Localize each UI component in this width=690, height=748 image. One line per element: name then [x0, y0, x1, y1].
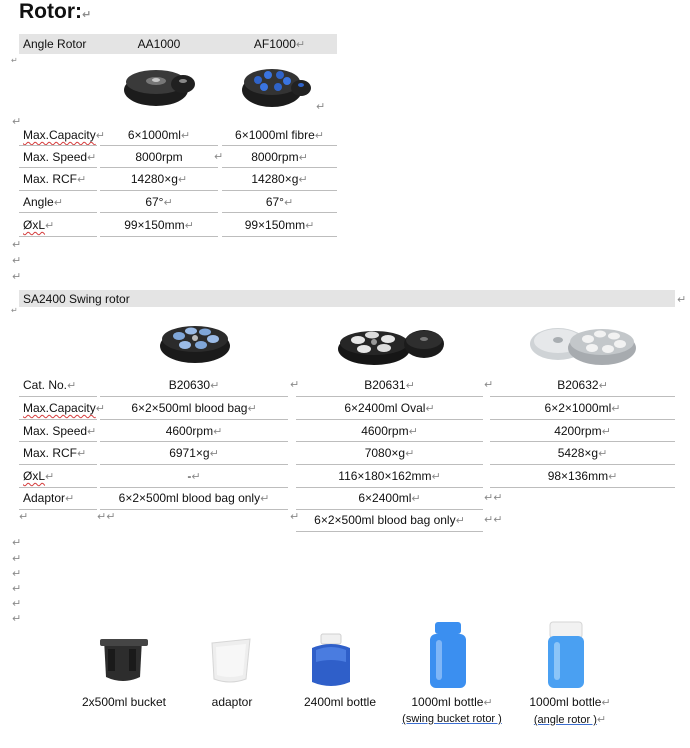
- return-arrow-icon: ↵: [209, 447, 219, 460]
- return-arrow-icon: ↵: [12, 567, 22, 580]
- swing-row-b20631-capacity: 6×2400ml Oval: [344, 401, 426, 415]
- return-arrow-icon: ↵: [12, 552, 22, 565]
- swing-rotor-b20632-picture: [528, 318, 638, 368]
- return-arrow-icon: ↵: [81, 8, 92, 21]
- return-arrow-icon: ↵: [601, 696, 611, 709]
- return-arrow-icon: ↵↵: [484, 491, 503, 504]
- angle-row-aa-capacity: 6×1000ml: [127, 128, 181, 142]
- accessory-label-adaptor: adaptor: [211, 695, 253, 709]
- angle-row-label-size: ØxL: [23, 218, 46, 232]
- swing-row-b20630-size: -: [187, 469, 192, 483]
- return-arrow-icon: ↵: [53, 196, 63, 209]
- return-arrow-icon: ↵: [411, 492, 421, 505]
- return-arrow-icon: ↵: [425, 402, 435, 415]
- return-arrow-icon: ↵: [210, 379, 220, 392]
- return-arrow-icon: ↵↵: [97, 510, 116, 523]
- return-arrow-icon: ↵: [608, 470, 618, 483]
- angle-row-aa-rcf: 14280×g: [130, 172, 178, 186]
- swing-row-label-capacity: Max.Capacity: [23, 401, 96, 415]
- return-arrow-icon: ↵: [12, 612, 22, 625]
- return-arrow-icon: ↵: [298, 173, 308, 186]
- return-arrow-icon: ↵: [11, 306, 18, 315]
- angle-row-label-speed: Max. Speed: [23, 150, 88, 164]
- return-arrow-icon: ↵: [163, 196, 173, 209]
- angle-row-aa-size: 99×150mm: [124, 218, 185, 232]
- angle-row-af-capacity: 6×1000ml fibre: [235, 128, 315, 142]
- swing-row-b20632-size: 98×136mm: [547, 469, 609, 483]
- return-arrow-icon: ↵: [405, 379, 415, 392]
- swing-row-b20631-rcf: 7080×g: [364, 446, 406, 460]
- return-arrow-icon: ↵: [601, 425, 611, 438]
- return-arrow-icon: ↵: [431, 470, 441, 483]
- return-arrow-icon: ↵: [12, 536, 22, 549]
- swing-row-b20632-speed: 4200rpm: [554, 424, 602, 438]
- return-arrow-icon: ↵: [260, 492, 270, 505]
- swing-row-b20632-rcf: 5428×g: [557, 446, 599, 460]
- angle-rotor-af1000-picture: [240, 58, 320, 110]
- return-arrow-icon: ↵: [12, 597, 22, 610]
- angle-row-aa-speed: 8000rpm: [135, 150, 183, 164]
- return-arrow-icon: ↵↵: [484, 513, 503, 526]
- return-arrow-icon: ↵: [405, 447, 415, 460]
- angle-table-header-af1000: AF1000: [253, 37, 296, 51]
- return-arrow-icon: ↵: [19, 510, 29, 523]
- return-arrow-icon: ↵: [290, 510, 300, 523]
- angle-rotor-aa1000-picture: [120, 60, 200, 110]
- angle-row-af-angle: 67°: [265, 195, 284, 209]
- angle-row-af-speed: 8000rpm: [251, 150, 299, 164]
- return-arrow-icon: ↵: [11, 56, 18, 65]
- return-arrow-icon: ↵: [191, 470, 201, 483]
- return-arrow-icon: ↵: [12, 254, 22, 267]
- accessory-label-bottle-1000-angle: 1000ml bottle: [529, 695, 602, 709]
- adaptor-picture: [206, 633, 256, 689]
- bottle-1000-angle-picture: [544, 620, 588, 692]
- swing-row-b20632-catno: B20632: [557, 378, 599, 392]
- return-arrow-icon: ↵: [45, 470, 55, 483]
- swing-row-b20630-speed: 4600rpm: [165, 424, 214, 438]
- swing-row-b20631-size: 116×180×162mm: [338, 469, 432, 483]
- swing-row-b20631-catno: B20631: [364, 378, 406, 392]
- swing-row-b20630-catno: B20630: [168, 378, 211, 392]
- swing-row-label-catno: Cat. No.: [23, 378, 68, 392]
- return-arrow-icon: ↵: [483, 696, 493, 709]
- return-arrow-icon: ↵: [77, 447, 87, 460]
- swing-row-b20632-capacity: 6×2×1000ml: [544, 401, 612, 415]
- return-arrow-icon: ↵: [87, 425, 97, 438]
- angle-row-aa-angle: 67°: [145, 195, 164, 209]
- page-title: Rotor:↵: [19, 0, 92, 23]
- return-arrow-icon: ↵: [12, 582, 22, 595]
- swing-row-label-rcf: Max. RCF: [23, 446, 77, 460]
- return-arrow-icon: ↵: [596, 713, 607, 726]
- return-arrow-icon: ↵: [12, 238, 22, 251]
- accessory-label-bottle-2400: 2400ml bottle: [303, 695, 377, 709]
- return-arrow-icon: ↵: [295, 38, 306, 51]
- swing-row-label-speed: Max. Speed: [23, 424, 88, 438]
- bucket-picture: [96, 633, 152, 689]
- return-arrow-icon: ↵: [67, 379, 77, 392]
- return-arrow-icon: ↵: [77, 173, 87, 186]
- return-arrow-icon: ↵: [95, 402, 105, 415]
- angle-row-af-rcf: 14280×g: [251, 172, 299, 186]
- return-arrow-icon: ↵: [247, 402, 257, 415]
- angle-table-header-aa1000: AA1000: [137, 37, 181, 51]
- return-arrow-icon: ↵: [290, 378, 300, 391]
- swing-row-b20631-adaptor-extra: 6×2×500ml blood bag only: [314, 513, 456, 527]
- return-arrow-icon: ↵: [484, 378, 494, 391]
- accessory-label-bucket: 2x500ml bucket: [81, 695, 167, 709]
- return-arrow-icon: ↵: [316, 100, 326, 113]
- return-arrow-icon: ↵: [314, 129, 324, 142]
- swing-row-b20631-speed: 4600rpm: [361, 424, 409, 438]
- angle-row-label-rcf: Max. RCF: [23, 172, 77, 186]
- swing-rotor-b20630-picture: [158, 318, 232, 366]
- angle-table-header-label: Angle Rotor: [23, 37, 87, 51]
- accessory-sub-bottle-1000-angle: (angle rotor ): [533, 714, 597, 726]
- return-arrow-icon: ↵: [611, 402, 621, 415]
- swing-rotor-b20631-picture: [336, 322, 446, 368]
- return-arrow-icon: ↵: [180, 129, 191, 142]
- accessory-sub-bottle-1000-swing: (swing bucket rotor ): [402, 713, 502, 725]
- swing-row-label-size: ØxL: [23, 469, 46, 483]
- return-arrow-icon: ↵: [12, 115, 22, 128]
- return-arrow-icon: ↵: [598, 379, 608, 392]
- return-arrow-icon: ↵: [184, 219, 194, 232]
- return-arrow-icon: ↵: [283, 196, 294, 209]
- return-arrow-icon: ↵: [213, 425, 223, 438]
- angle-row-af-size: 99×150mm: [244, 218, 306, 232]
- return-arrow-icon: ↵: [45, 219, 55, 232]
- return-arrow-icon: ↵: [298, 151, 308, 164]
- return-arrow-icon: ↵: [677, 293, 687, 306]
- return-arrow-icon: ↵: [598, 447, 608, 460]
- return-arrow-icon: ↵: [305, 219, 315, 232]
- bottle-2400-picture: [306, 632, 356, 692]
- bottle-1000-swing-picture: [426, 620, 470, 692]
- angle-row-label-capacity: Max.Capacity: [23, 128, 96, 142]
- return-arrow-icon: ↵: [95, 129, 105, 142]
- return-arrow-icon: ↵: [177, 173, 188, 186]
- swing-row-b20630-adaptor: 6×2×500ml blood bag only: [118, 491, 261, 505]
- swing-row-label-adaptor: Adaptor: [23, 491, 66, 505]
- return-arrow-icon: ↵: [214, 150, 224, 163]
- angle-row-label-angle: Angle: [23, 195, 54, 209]
- return-arrow-icon: ↵: [408, 425, 418, 438]
- return-arrow-icon: ↵: [87, 151, 97, 164]
- swing-row-b20630-capacity: 6×2×500ml blood bag: [131, 401, 248, 415]
- swing-row-b20630-rcf: 6971×g: [169, 446, 210, 460]
- return-arrow-icon: ↵: [455, 514, 465, 527]
- swing-table-header-label: SA2400 Swing rotor: [23, 292, 130, 306]
- return-arrow-icon: ↵: [65, 492, 75, 505]
- swing-row-b20631-adaptor: 6×2400ml: [358, 491, 412, 505]
- accessory-label-bottle-1000-swing: 1000ml bottle: [411, 695, 484, 709]
- return-arrow-icon: ↵: [12, 270, 22, 283]
